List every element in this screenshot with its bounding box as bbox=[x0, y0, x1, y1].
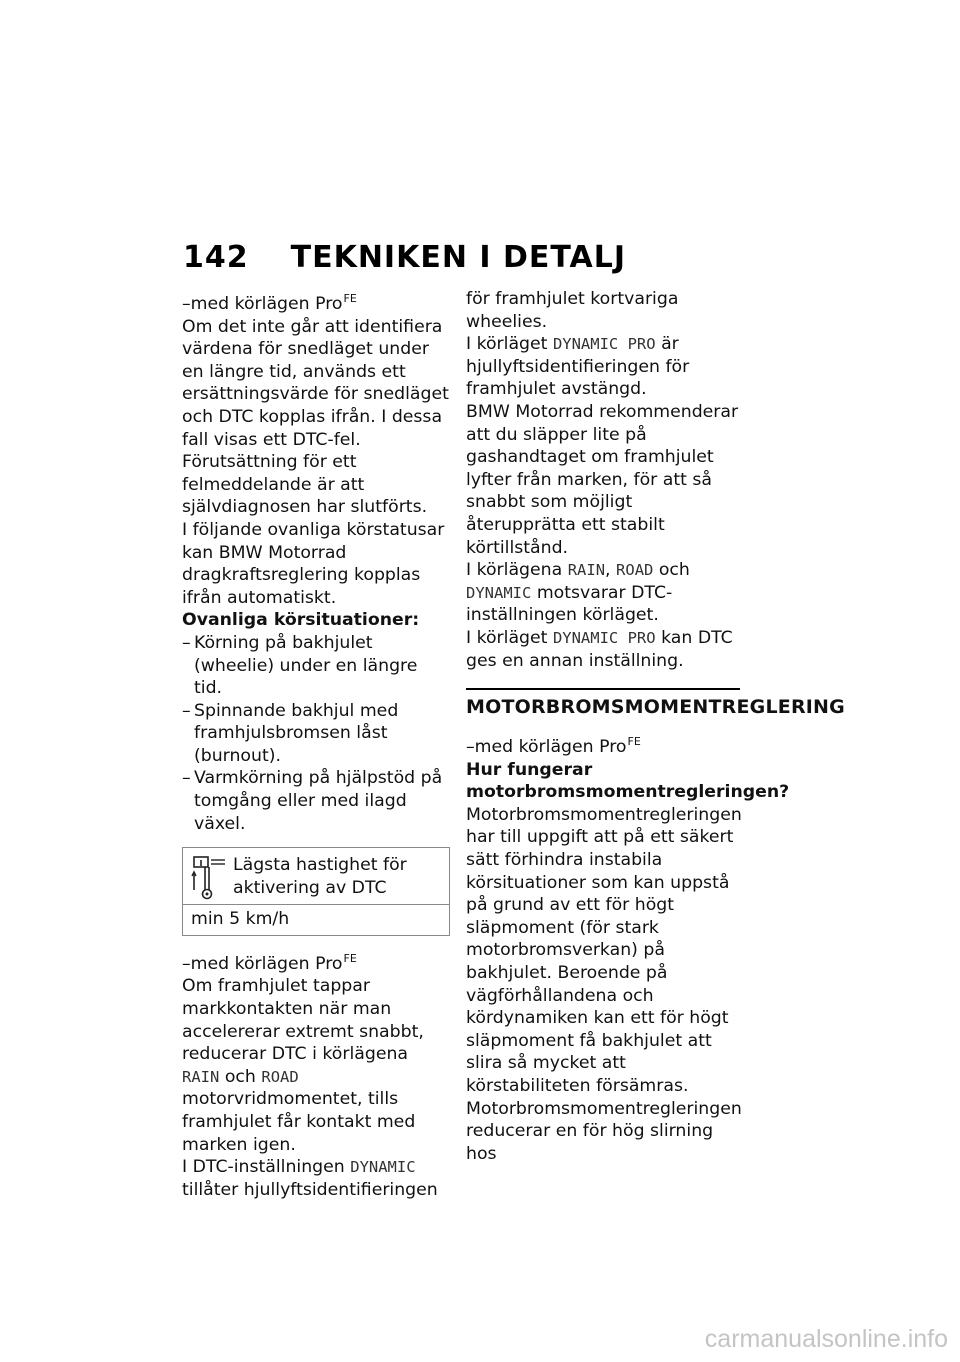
variant-superscript: FE bbox=[343, 951, 357, 965]
variant-note: –med körlägen Pro$^{FE}$ bbox=[466, 735, 641, 758]
paragraph: I följande ovanliga körstatusar kan BMW Motorrad dragkraftsreglering kopplas ifrån automatiskt. bbox=[182, 519, 445, 608]
page-number: 142 bbox=[183, 240, 249, 275]
variant-text: med körlägen Pro bbox=[190, 294, 343, 314]
question-heading: Hur fungerar motorbromsmomentregleringen? bbox=[466, 759, 790, 803]
riding-mode-label: ROAD bbox=[261, 1067, 299, 1086]
paragraph bbox=[182, 975, 450, 1156]
paragraph bbox=[466, 559, 740, 627]
paragraph: BMW Motorrad rekommenderar att du släpper lite på gashandtaget om framhjulet lyfter från marken, för att så snabbt som möjligt återupprätta ett stabilt körtillstånd. bbox=[466, 401, 739, 558]
variant-note: –med körlägen Pro$^{FE}$ bbox=[182, 951, 357, 974]
variant-note: –med körlägen Pro$^{FE}$ bbox=[182, 292, 357, 314]
text-run: Om framhjulet tappar markkontakten när man accelererar extremt snabbt, reducerar DTC i körlägena bbox=[182, 976, 424, 1065]
text-run: är hjullyftsidentifieringen för framhjulet avstängd. bbox=[466, 334, 690, 400]
list-item: – Spinnande bakhjul med framhjulsbromsen låst (burnout). bbox=[182, 700, 450, 768]
situations-list bbox=[182, 632, 450, 835]
list-item: – Körning på bakhjulet (wheelie) under en längre tid. bbox=[182, 632, 450, 700]
right-column bbox=[466, 288, 845, 1165]
text-run: I körläget bbox=[466, 627, 548, 648]
variant-superscript: FE bbox=[343, 292, 357, 305]
spec-value: min 5 km/h bbox=[191, 909, 290, 930]
riding-mode-label: ROAD bbox=[616, 561, 654, 580]
text-run: I DTC-inställningen bbox=[182, 1157, 345, 1178]
riding-mode-label: DYNAMIC bbox=[466, 583, 532, 602]
variant-text: med körlägen Pro bbox=[474, 737, 627, 758]
text-run: , bbox=[605, 560, 611, 581]
paragraph bbox=[466, 627, 740, 672]
riding-mode-label: RAIN bbox=[567, 561, 606, 580]
text-run: kan DTC ges en annan inställning. bbox=[466, 627, 733, 671]
text-run: I körlägena bbox=[466, 560, 563, 581]
list-item: – Varmkörning på hjälpstöd på tomgång eller med ilagd växel. bbox=[182, 767, 450, 835]
paragraph bbox=[182, 1156, 450, 1201]
riding-mode-label: DYNAMIC PRO bbox=[552, 335, 656, 354]
text-run: motorvridmomentet, tills framhjulet får kontakt med marken igen. bbox=[182, 1089, 416, 1155]
paragraph: för framhjulet kortvariga wheelies. bbox=[466, 289, 679, 332]
text-run: och bbox=[658, 560, 690, 581]
text-run: motsvarar DTC-inställningen körläget. bbox=[466, 582, 673, 626]
page-header bbox=[183, 240, 743, 275]
spec-table bbox=[182, 847, 450, 936]
text-run: I körläget bbox=[466, 334, 548, 355]
riding-mode-label: DYNAMIC bbox=[350, 1158, 416, 1177]
spec-label: Lägsta hastighet för aktivering av DTC bbox=[233, 855, 407, 898]
dtc-speed-icon bbox=[191, 854, 227, 900]
chapter-title: TEKNIKEN I DETALJ bbox=[290, 240, 627, 275]
variant-text: med körlägen Pro bbox=[190, 953, 343, 974]
left-column bbox=[182, 288, 450, 1201]
watermark: carmanualsonline.info bbox=[704, 1325, 948, 1353]
section-title: MOTORBROMSMOMENTREGLERING bbox=[466, 688, 740, 719]
paragraph bbox=[466, 333, 740, 401]
paragraph: Motorbromsmomentregleringen har till uppgift att på ett säkert sätt förhindra instabila körsituationer som kan uppstå på grund av ett för högt släpmoment (för stark motorbromsverkan) på bakhjulet. Beroende på vägförhållandena och kördynamiken kan ett för högt släpmoment få bakhjulet att slira så mycket att körstabiliteten försämras. Motorbromsmomentregleringen reducerar en för hög slirning hos bbox=[466, 804, 742, 1164]
paragraph: Om det inte går att identifiera värdena för snedläget under en längre tid, används ett ersättningsvärde för snedläget och DTC kopplas ifrån. I dessa fall visas ett DTC-fel. Förutsättning för ett felmeddelande är att självdiagnosen har slutförts. bbox=[182, 316, 449, 518]
text-run: tillåter hjullyftsidentifieringen bbox=[182, 1179, 438, 1200]
variant-superscript: FE bbox=[627, 735, 641, 749]
situations-heading: Ovanliga körsituationer: bbox=[182, 610, 420, 631]
riding-mode-label: DYNAMIC PRO bbox=[552, 628, 656, 647]
riding-mode-label: RAIN bbox=[182, 1067, 220, 1086]
text-run: och bbox=[224, 1066, 256, 1087]
spec-table-header bbox=[183, 848, 449, 905]
